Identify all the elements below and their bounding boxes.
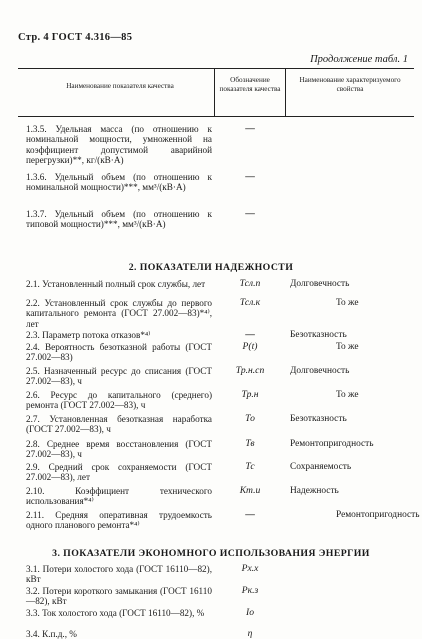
indicator-symbol: Рх.х [241,563,259,574]
column-header-symbol: Обозначение показателя качества [219,76,281,93]
indicator-symbol: Тр.н [241,389,259,400]
indicator-name: 3.1. Потери холостого хода (ГОСТ 16110—82), кВт [26,564,212,585]
characterized-property: Ремонтопригодность [290,439,374,449]
characterized-property: Безотказность [290,330,347,340]
indicator-symbol: P(t) [242,341,258,352]
indicator-name: 3.4. К.п.д., % [26,629,77,639]
column-divider-1 [214,68,215,116]
characterized-property: Долговечность [290,366,350,376]
indicator-symbol: Тр.н.сп [235,365,265,376]
section-title: 3. ПОКАЗАТЕЛИ ЭКОНОМНОГО ИСПОЛЬЗОВАНИЯ ЭНЕРГИИ [52,548,370,559]
characterized-property: То же [336,298,359,308]
characterized-property: Надежность [290,486,339,496]
indicator-name: 2.4. Вероятность безотказной работы (ГОСТ 27.002—83) [26,342,212,363]
table-top-rule [18,68,414,69]
indicator-symbol: — [245,329,255,340]
table-row [0,629,422,639]
characterized-property: Ремонтопригодность [336,510,420,520]
indicator-name: 2.1. Установленный полный срок службы, лет [26,279,206,289]
indicator-symbol: Кт.и [239,485,261,496]
indicator-name: 2.5. Назначенный ресурс до списания (ГОСТ 27.002—83), ч [26,366,212,387]
table-header-rule [18,116,414,117]
indicator-symbol: Тв [245,438,255,449]
indicator-name: 2.7. Установленная безотказная наработка (ГОСТ 27.002—83), ч [26,414,212,435]
indicator-name: 2.6. Ресурс до капитального (среднего) ремонта (ГОСТ 27.002—83), ч [26,390,212,411]
table-continuation-label: Продолжение табл. 1 [310,54,408,65]
characterized-property: Сохраняемость [290,462,352,472]
indicator-name: 2.8. Среднее время восстановления (ГОСТ 27.002—83), ч [26,439,212,460]
indicator-name: 2.9. Средний срок сохраняемости (ГОСТ 27.002—83), лет [26,462,212,483]
indicator-name: 1.3.7. Удельный объем (по отношению к типовой мощности)***, мм³/(кВ·А) [26,209,212,230]
indicator-name: 2.10. Коэффициент технического использования*⁴⁾ [26,486,212,507]
characterized-property: То же [336,390,359,400]
characterized-property: То же [336,342,359,352]
indicator-name: 2.2. Установленный срок службы до первого капитального ремонта (ГОСТ 27.002—83)*⁴⁾, лет [26,298,212,329]
section-title: 2. ПОКАЗАТЕЛИ НАДЕЖНОСТИ [128,262,294,273]
indicator-symbol: То [245,413,255,424]
indicator-symbol: Тсл.п [239,278,261,289]
column-header-property: Наименование характеризуемого свойства [299,76,401,93]
indicator-name: 2.11. Средняя оперативная трудоемкость одного планового ремонта*⁴⁾ [26,510,212,531]
indicator-name: 1.3.6. Удельный объем (по отношению к номинальной мощности)***, мм³/(кВ·А) [26,172,212,193]
indicator-symbol: — [245,171,255,182]
indicator-symbol: — [245,509,255,520]
indicator-name: 1.3.5. Удельная масса (по отношению к номинальной мощности, умноженной на коэффициент допустимой аварийной перегрузки)**, кг/(кВ·А) [26,124,212,166]
indicator-symbol: η [247,629,253,639]
column-header-name: Наименование показателя качества [66,82,174,90]
indicator-symbol: Iо [246,607,254,618]
indicator-symbol: — [245,208,255,219]
indicator-name: 3.3. Ток холостого хода (ГОСТ 16110—82), % [26,608,205,618]
characterized-property: Долговечность [290,279,350,289]
indicator-name: 2.3. Параметр потока отказов*⁴⁾ [26,330,151,340]
page-header: Стр. 4 ГОСТ 4.316—85 [18,32,133,43]
indicator-symbol: Рк.з [241,585,259,596]
column-divider-2 [285,68,286,116]
indicator-name: 3.2. Потери короткого замыкания (ГОСТ 16110—82), кВт [26,586,212,607]
characterized-property: Безотказность [290,414,347,424]
indicator-symbol: — [245,123,255,134]
indicator-symbol: Тсл.к [239,297,261,308]
indicator-symbol: Тс [245,461,255,472]
